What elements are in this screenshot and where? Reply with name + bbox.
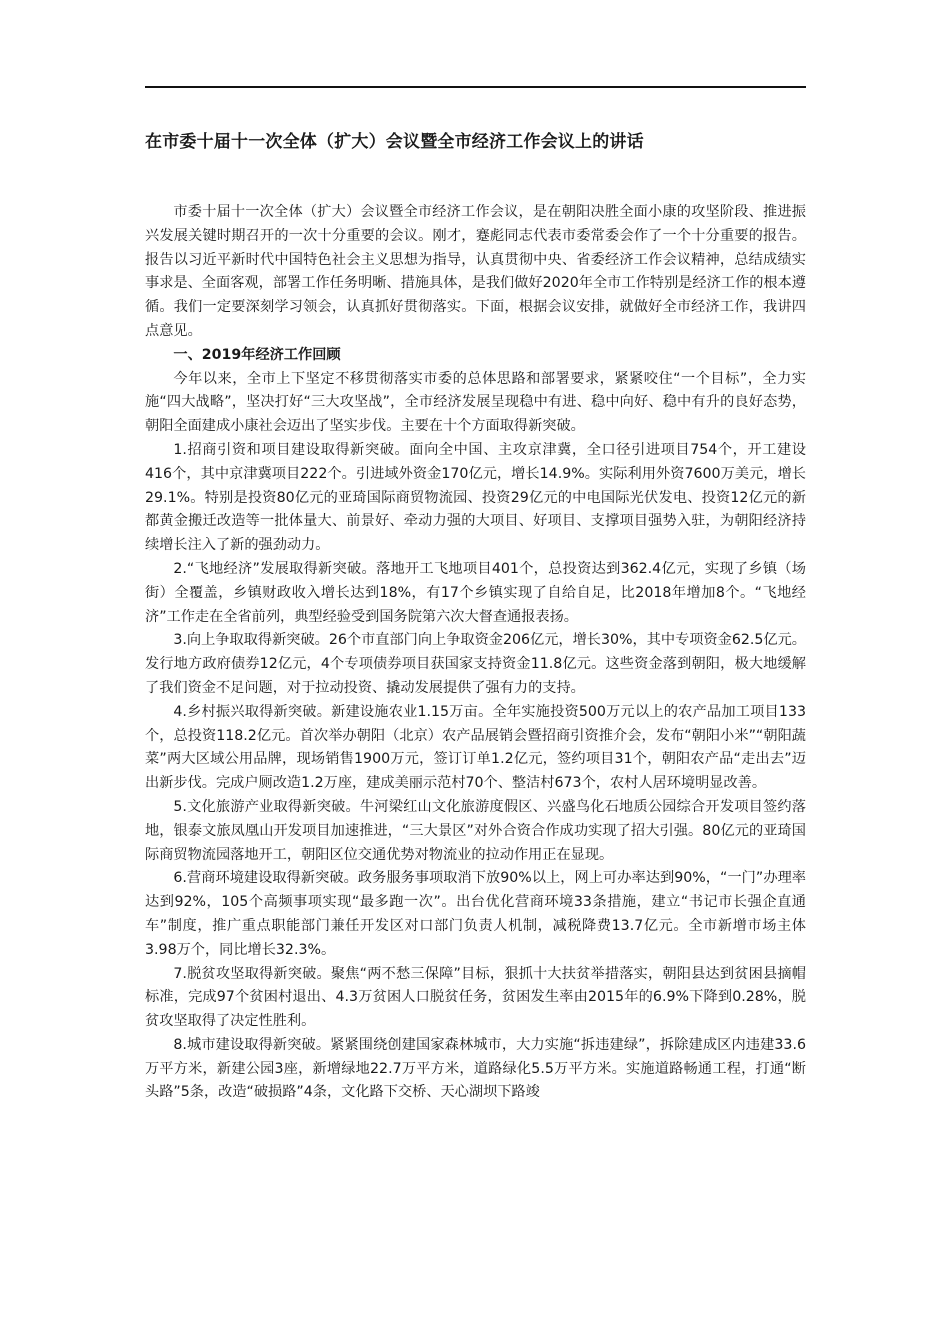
paragraph-item-8: 8.城市建设取得新突破。紧紧围绕创建国家森林城市，大力实施“拆违建绿”，拆除建成区内违建33.6万平方米，新建公园3座，新增绿地22.7万平方米，道路绿化5.5万平方米。实施道路畅通工程，打通“断头路”5条，改造“破损路”4条，文化路下交桥、天心湖坝下路竣 [145, 1036, 806, 1101]
paragraph-item-6: 6.营商环境建设取得新突破。政务服务事项取消下放90%以上，网上可办率达到90%，“一门”办理率达到92%，105个高频事项实现“最多跑一次”。出台优化营商环境33条措施，建立“书记市长强企直通车”制度，推广重点职能部门兼任开发区对口部门负责人机制，减税降费13.7亿元。全市新增市场主体3.98万个，同比增长32.3%。 [145, 870, 806, 958]
paragraph-item-2: 2.“飞地经济”发展取得新突破。落地开工飞地项目401个，总投资达到362.4亿元，实现了乡镇（场街）全覆盖，乡镇财政收入增长达到18%，有17个乡镇实现了自给自足，比2018年增加8个。“飞地经济”工作走在全省前列，典型经验受到国务院第六次大督查通报表扬。 [145, 560, 806, 625]
paragraph-item-7: 7.脱贫攻坚取得新突破。聚焦“两不愁三保障”目标，狠抓十大扶贫举措落实，朝阳县达到贫困县摘帽标准，完成97个贫困村退出、4.3万贫困人口脱贫任务，贫困发生率由2015年的6.9%下降到0.28%，脱贫攻坚取得了决定性胜利。 [145, 965, 806, 1030]
document-body [145, 201, 806, 1105]
paragraph-item-3: 3.向上争取取得新突破。26个市直部门向上争取资金206亿元，增长30%，其中专项资金62.5亿元。发行地方政府债券12亿元，4个专项债券项目获国家支持资金11.8亿元。这些资金落到朝阳，极大地缓解了我们资金不足问题，对于拉动投资、撬动发展提供了强有力的支持。 [145, 632, 806, 696]
paragraph-item-1: 1.招商引资和项目建设取得新突破。面向全中国、主攻京津冀，全口径引进项目754个，开工建设416个，其中京津冀项目222个。引进域外资金170亿元，增长14.9%。实际利用外资7600万美元，增长29.1%。特别是投资80亿元的亚琦国际商贸物流园、投资29亿元的中电国际光伏发电、投资12亿元的新都黄金搬迁改造等一批体量大、前景好、牵动力强的大项目、好项目、支撑项目强势入驻，为朝阳经济持续增长注入了新的强劲动力。 [145, 441, 806, 554]
paragraph-item-5: 5.文化旅游产业取得新突破。牛河梁红山文化旅游度假区、兴盛鸟化石地质公园综合开发项目签约落地，银泰文旅凤凰山开发项目加速推进，“三大景区”对外合资合作成功实现了招大引强。80亿元的亚琦国际商贸物流园落地开工，朝阳区位交通优势对物流业的拉动作用正在显现。 [145, 798, 806, 863]
paragraph-overview: 今年以来，全市上下坚定不移贯彻落实市委的总体思路和部署要求，紧紧咬住“一个目标”，全力实施“四大战略”，坚决打好“三大攻坚战”，全市经济发展呈现稳中有进、稳中向好、稳中有升的良好态势，朝阳全面建成小康社会迈出了坚实步伐。主要在十个方面取得新突破。 [145, 370, 806, 435]
document-title: 在市委十届十一次全体（扩大）会议暨全市经济工作会议上的讲话 [145, 132, 644, 152]
paragraph-item-4: 4.乡村振兴取得新突破。新建设施农业1.15万亩。全年实施投资500万元以上的农产品加工项目133个，总投资118.2亿元。首次举办朝阳（北京）农产品展销会暨招商引资推介会，发布“朝阳小米”“朝阳蔬菜”两大区域公用品牌，现场销售1900万元，签订订单1.2亿元，签约项目31个，朝阳农产品“走出去”迈出新步伐。完成户厕改造1.2万座，建成美丽示范村70个、整洁村673个，农村人居环境明显改善。 [145, 703, 806, 792]
paragraph-intro: 市委十届十一次全体（扩大）会议暨全市经济工作会议，是在朝阳决胜全面小康的攻坚阶段、推进振兴发展关键时期召开的一次十分重要的会议。刚才，蹇彪同志代表市委常委会作了一个十分重要的报告。报告以习近平新时代中国特色社会主义思想为指导，认真贯彻中央、省委经济工作会议精神，总结成绩实事求是、全面客观，部署工作任务明晰、措施具体，是我们做好2020年全市工作特别是经济工作的根本遵循。我们一定要深刻学习领会，认真抓好贯彻落实。下面，根据会议安排，就做好全市经济工作，我讲四点意见。 [145, 204, 806, 339]
section-heading: 一、2019年经济工作回顾 [173, 346, 341, 363]
header-rule [145, 86, 806, 88]
